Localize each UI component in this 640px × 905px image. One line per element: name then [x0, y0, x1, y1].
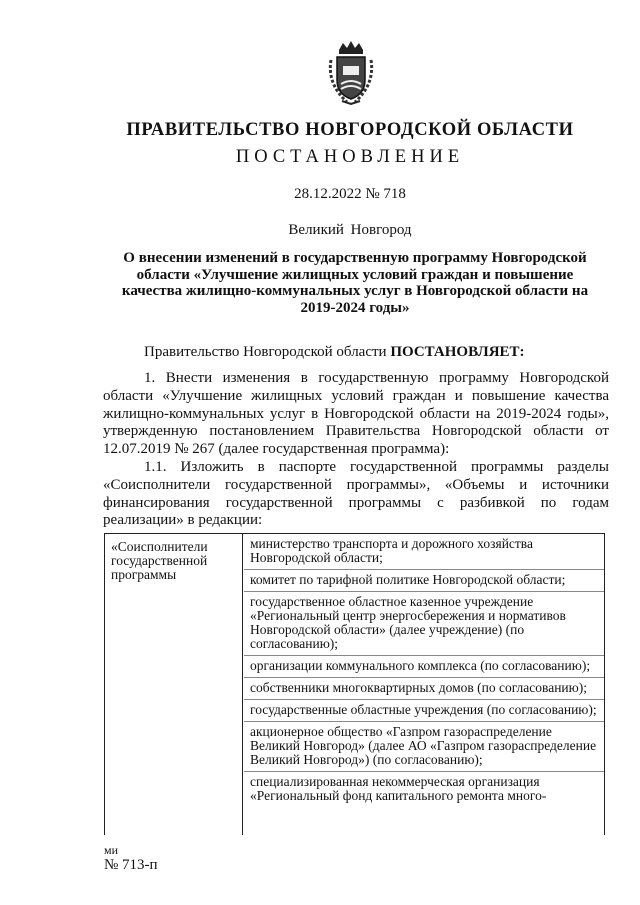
footer-initials: ми	[104, 843, 119, 857]
document-subject: О внесении изменений в государственную программу Новгородской области «Улучшение жилищных условий граждан и повышение качества жилищно-коммунальных услуг в Новгородской области на 2019-2024 годы»	[121, 250, 589, 316]
list-item: министерство транспорта и дорожного хозяйства Новгородской области;	[244, 534, 604, 570]
list-item: организации коммунального комплекса (по согласованию);	[244, 656, 604, 678]
document-type: ПОСТАНОВЛЕНИЕ	[235, 147, 465, 167]
coat-of-arms-icon	[325, 40, 377, 106]
list-item: комитет по тарифной политике Новгородской области;	[244, 570, 604, 592]
document-place: Великий Новгород	[288, 222, 412, 238]
passport-table	[104, 533, 605, 835]
document-date-number: 28.12.2022 № 718	[294, 186, 406, 202]
government-title: ПРАВИТЕЛЬСТВО НОВГОРОДСКОЙ ОБЛАСТИ	[126, 120, 574, 140]
list-item: государственное областное казенное учреждение «Региональный центр энергосбережения и нормативов Новгородской области» (далее учреждение) (по согласованию);	[244, 592, 604, 656]
table-row-label: «Соисполнители государственной программы	[105, 534, 243, 835]
paragraph-1: 1. Внести изменения в государственную программу Новгородской области «Улучшение жилищных условий граждан и повышение качества жилищно-коммунальных услуг в Новгородской области на 2019-2024 годы», утвержденную постановлением Правительства Новгородской области от 12.07.2019 № 267 (далее государственная программа):	[103, 370, 609, 458]
list-item: специализированная некоммерческая организация «Региональный фонд капитального ремонта много-	[250, 774, 547, 803]
list-item: собственники многоквартирных домов (по согласованию);	[244, 678, 604, 700]
paragraph-1-1: 1.1. Изложить в паспорте государственной программы разделы «Соисполнители государственной программы», «Объемы и источники финансирования государственной программы с разбивкой по годам реализации» в редакции:	[103, 459, 609, 529]
intro-decree-word: ПОСТАНОВЛЯЕТ:	[390, 344, 525, 360]
list-item: государственные областные учреждения (по согласованию);	[244, 700, 604, 722]
list-item: акционерное общество «Газпром газораспределение Великий Новгород» (далее АО «Газпром газораспределение Великий Новгород») (по согласованию);	[244, 722, 604, 772]
footer-document-ref: № 713-п	[104, 857, 158, 873]
table-cell-items	[244, 534, 604, 807]
intro-paragraph	[103, 344, 609, 362]
intro-text: Правительство Новгородской области	[144, 344, 391, 360]
